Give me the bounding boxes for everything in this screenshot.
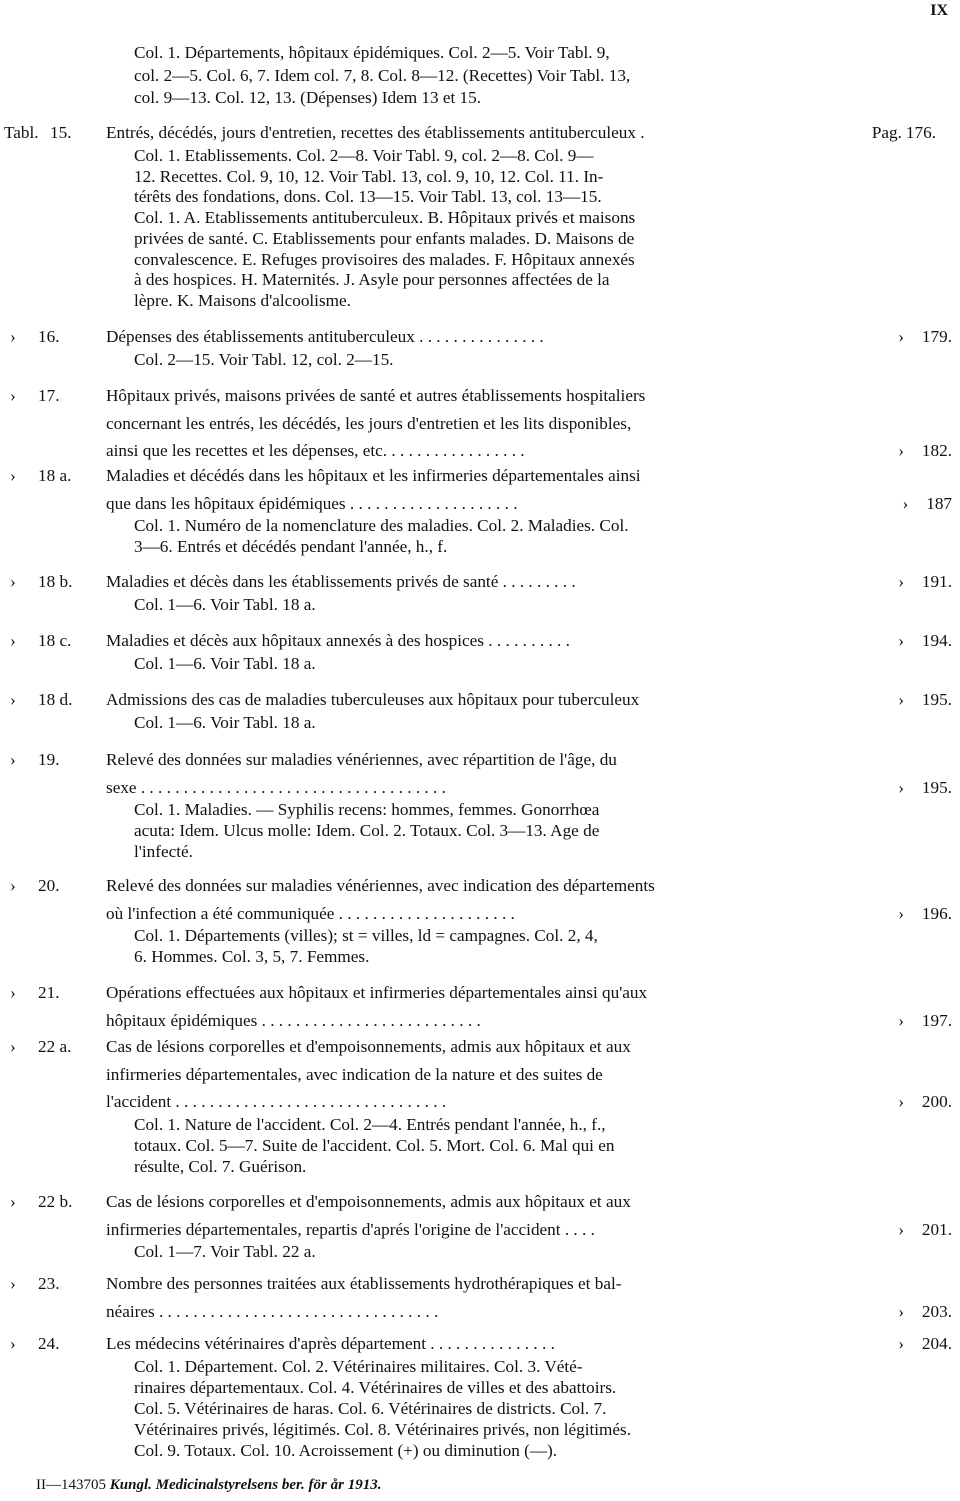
table-prefix: › <box>10 631 16 650</box>
title-line: Opérations effectuées aux hôpitaux et infirmeries départementales ainsi qu'aux <box>106 983 648 1002</box>
title-line: Dépenses des établissements antituberculeux . . . . . . . . . . . . . . . <box>106 327 544 346</box>
description-line: Col. 1. Numéro de la nomenclature des maladies. Col. 2. Maladies. Col. <box>134 516 629 535</box>
table-prefix: › <box>10 690 16 709</box>
page-prefix: › <box>898 1301 904 1321</box>
table-title <box>106 872 876 927</box>
page-reference <box>872 119 936 147</box>
table-prefix: › <box>10 327 16 346</box>
table-description <box>134 1114 868 1177</box>
table-number <box>10 686 100 714</box>
table-title <box>106 746 876 801</box>
description-line: privées de santé. C. Etablissements pour enfants malades. D. Maisons de <box>134 228 635 248</box>
title-line: Entrés, décédés, jours d'entretien, recettes des établissements antituberculeux . <box>106 123 645 142</box>
intro-line: col. 2—5. Col. 6, 7. Idem col. 7, 8. Col. 8—12. (Recettes) Voir Tabl. 13, <box>134 65 631 85</box>
title-line: Relevé des données sur maladies vénériennes, avec répartition de l'âge, du <box>106 750 617 769</box>
description-line: térêts des fondations, dons. Col. 13—15. Voir Tabl. 13, col. 13—15. <box>134 187 602 207</box>
description-line: rinaires départementaux. Col. 4. Vétérinaires de villes et des abattoirs. <box>134 1377 617 1397</box>
table-description <box>134 925 868 967</box>
table-title <box>106 1033 876 1116</box>
table-description <box>134 653 868 674</box>
title-line: Les médecins vétérinaires d'après département . . . . . . . . . . . . . . . <box>106 1334 555 1353</box>
page-value: 201. <box>921 1219 952 1239</box>
table-num-value: 18 b. <box>38 572 73 591</box>
description-line: acuta: Idem. Ulcus molle: Idem. Col. 2. Totaux. Col. 3—13. Age de <box>134 821 600 840</box>
page-reference <box>898 568 952 596</box>
table-num-value: 15. <box>50 123 72 142</box>
page-reference <box>898 1007 952 1035</box>
intro-paragraph <box>134 42 868 110</box>
page-prefix: › <box>898 1092 904 1111</box>
table-num-value: 18 d. <box>38 690 73 709</box>
table-number <box>10 746 100 774</box>
page-reference <box>898 774 952 802</box>
table-num-value: 22 a. <box>38 1037 72 1056</box>
page-reference <box>898 900 952 928</box>
title-line: Maladies et décédés dans les hôpitaux et les infirmeries départementales ainsi <box>106 466 641 485</box>
description-line: Col. 5. Vétérinaires de haras. Col. 6. Vétérinaires de districts. Col. 7. <box>134 1398 607 1418</box>
title-line: Admissions des cas de maladies tuberculeuses aux hôpitaux pour tuberculeux <box>106 690 640 709</box>
description-line: convalescence. E. Refuges provisoires des malades. F. Hôpitaux annexés <box>134 249 635 269</box>
page-prefix: Pag. <box>871 123 902 142</box>
footer <box>36 1474 381 1497</box>
table-number <box>10 568 100 596</box>
page-prefix: › <box>898 777 904 797</box>
title-line: Nombre des personnes traitées aux établissements hydrothérapiques et bal- <box>106 1274 622 1293</box>
table-description <box>134 146 868 312</box>
page-value: 196. <box>921 903 952 923</box>
description-line: lèpre. K. Maisons d'alcoolisme. <box>134 290 351 310</box>
page-value: 200. <box>921 1092 952 1111</box>
table-description <box>134 1356 868 1461</box>
description-line: Col. 1. Etablissements. Col. 2—8. Voir Tabl. 9, col. 2—8. Col. 9— <box>134 146 594 165</box>
table-number <box>10 1188 100 1216</box>
description-line: 12. Recettes. Col. 9, 10, 12. Voir Tabl. 13, col. 9, 10, 12. Col. 11. In- <box>134 166 604 186</box>
intro-line: col. 9—13. Col. 12, 13. (Dépenses) Idem 13 et 15. <box>134 88 482 107</box>
page-reference <box>898 627 952 655</box>
table-title <box>106 382 876 465</box>
table-prefix: › <box>10 876 16 895</box>
table-description <box>134 349 868 370</box>
table-num-value: 17. <box>38 386 60 405</box>
description-line: Col. 1—6. Voir Tabl. 18 a. <box>134 594 316 614</box>
table-num-value: 24. <box>38 1334 60 1353</box>
title-line: où l'infection a été communiquée . . . . . . . . . . . . . . . . . . . . . <box>106 903 515 923</box>
page-value: 187 <box>926 493 952 513</box>
page-value: 203. <box>921 1301 952 1321</box>
title-line: sexe . . . . . . . . . . . . . . . . . . . . . . . . . . . . . . . . . . . . <box>106 777 446 797</box>
title-line: Maladies et décès dans les établissements privés de santé . . . . . . . . . <box>106 572 576 591</box>
table-description <box>134 594 868 615</box>
table-number <box>10 1330 100 1358</box>
table-prefix: › <box>10 466 16 485</box>
page-number: IX <box>930 2 948 19</box>
page-reference <box>898 1088 952 1116</box>
description-line: 3—6. Entrés et décédés pendant l'année, h., f. <box>134 537 448 556</box>
intro-line: Col. 1. Départements, hôpitaux épidémiques. Col. 2—5. Voir Tabl. 9, <box>134 43 610 62</box>
page-prefix: › <box>898 572 904 591</box>
footer-title: Kungl. Medicinalstyrelsens ber. för år 1913. <box>109 1477 382 1493</box>
page-prefix: › <box>898 441 904 460</box>
table-prefix: › <box>10 1192 16 1211</box>
table-num-value: 19. <box>38 750 60 769</box>
description-line: à des hospices. H. Maternités. J. Asyle pour personnes affectées de la <box>134 270 610 290</box>
table-num-value: 16. <box>38 327 60 346</box>
page-value: 195. <box>921 777 952 797</box>
description-line: l'infecté. <box>134 842 193 861</box>
table-number <box>10 382 100 410</box>
description-line: totaux. Col. 5—7. Suite de l'accident. Col. 5. Mort. Col. 6. Mal qui en <box>134 1135 615 1155</box>
table-number <box>10 1270 100 1298</box>
page-reference <box>898 1298 952 1326</box>
table-num-value: 20. <box>38 876 60 895</box>
table-number <box>10 979 100 1007</box>
page-value: 191. <box>921 572 952 591</box>
page-prefix: › <box>898 1010 904 1030</box>
table-num-value: 18 c. <box>38 631 72 650</box>
description-line: Col. 1. A. Etablissements antituberculeux. B. Hôpitaux privés et maisons <box>134 208 636 228</box>
table-title <box>106 979 876 1034</box>
title-line: Hôpitaux privés, maisons privées de santé et autres établissements hospitaliers <box>106 386 646 405</box>
page-prefix: › <box>898 631 904 650</box>
page-prefix: › <box>898 1334 904 1353</box>
description-line: Col. 1. Départements (villes); st = villes, ld = campagnes. Col. 2, 4, <box>134 926 598 945</box>
table-num-value: 23. <box>38 1274 60 1293</box>
page-reference <box>898 686 952 714</box>
table-title <box>106 323 876 351</box>
page-value: 194. <box>921 631 952 650</box>
description-line: Col. 9. Totaux. Col. 10. Acroissement (+) ou diminution (—). <box>134 1440 558 1460</box>
table-prefix: › <box>10 1274 16 1293</box>
description-line: Col. 1—7. Voir Tabl. 22 a. <box>134 1242 316 1261</box>
title-line: Relevé des données sur maladies vénériennes, avec indication des départements <box>106 876 655 895</box>
table-num-value: 22 b. <box>38 1192 73 1211</box>
table-title <box>106 686 876 714</box>
table-prefix: › <box>10 572 16 591</box>
table-prefix: › <box>10 750 16 769</box>
page-reference <box>898 437 952 465</box>
table-description <box>134 1241 868 1262</box>
title-line: hôpitaux épidémiques . . . . . . . . . . . . . . . . . . . . . . . . . . <box>106 1010 481 1030</box>
description-line: résulte, Col. 7. Guérison. <box>134 1156 307 1176</box>
table-number <box>10 872 100 900</box>
table-number <box>10 462 100 490</box>
title-line: Maladies et décès aux hôpitaux annexés à des hospices . . . . . . . . . . <box>106 631 570 650</box>
description-line: Col. 1. Maladies. — Syphilis recens: hommes, femmes. Gonorrhœa <box>134 800 600 819</box>
table-title <box>106 568 876 596</box>
page-value: 195. <box>921 690 952 709</box>
page-prefix: › <box>898 327 904 346</box>
description-line: Col. 2—15. Voir Tabl. 12, col. 2—15. <box>134 349 394 369</box>
page-prefix: › <box>902 493 909 513</box>
title-line: néaires . . . . . . . . . . . . . . . . . . . . . . . . . . . . . . . . . <box>106 1301 439 1321</box>
description-line: 6. Hommes. Col. 3, 5, 7. Femmes. <box>134 947 370 966</box>
description-line: Col. 1. Nature de l'accident. Col. 2—4. Entrés pendant l'année, h., f., <box>134 1114 606 1134</box>
table-number <box>4 119 94 147</box>
description-line: Vétérinaires privés, légitimés. Col. 8. Vétérinaires privés, non légitimés. <box>134 1419 632 1439</box>
page-prefix: › <box>898 903 904 923</box>
table-number <box>10 627 100 655</box>
page-reference <box>898 323 952 351</box>
table-prefix: › <box>10 1334 16 1353</box>
table-title <box>106 1330 876 1358</box>
table-title <box>106 462 876 517</box>
title-line: que dans les hôpitaux épidémiques . . . . . . . . . . . . . . . . . . . . <box>106 493 518 513</box>
description-line: Col. 1—6. Voir Tabl. 18 a. <box>134 653 316 673</box>
table-description <box>134 515 868 557</box>
description-line: Col. 1—6. Voir Tabl. 18 a. <box>134 712 316 732</box>
footer-code: II—143705 <box>36 1477 106 1493</box>
table-description <box>134 799 868 862</box>
table-title <box>106 1188 876 1243</box>
title-line: infirmeries départementales, avec indication de la nature et des suites de <box>106 1064 603 1084</box>
table-num-value: 18 a. <box>38 466 72 485</box>
title-line: Cas de lésions corporelles et d'empoisonnements, admis aux hôpitaux et aux <box>106 1192 631 1211</box>
page-reference <box>898 1216 952 1244</box>
table-title <box>106 119 876 147</box>
page-prefix: › <box>898 690 904 709</box>
table-title <box>106 627 876 655</box>
table-title <box>106 1270 876 1325</box>
page-reference <box>898 1330 952 1358</box>
page-value: 197. <box>921 1010 952 1030</box>
table-prefix: › <box>10 983 16 1002</box>
table-number <box>10 323 100 351</box>
table-prefix: › <box>10 1037 16 1056</box>
title-line: Cas de lésions corporelles et d'empoisonnements, admis aux hôpitaux et aux <box>106 1037 631 1056</box>
table-prefix: Tabl. <box>4 123 39 142</box>
title-line: ainsi que les recettes et les dépenses, etc. . . . . . . . . . . . . . . . . <box>106 441 525 460</box>
page-value: 176. <box>905 123 936 142</box>
table-num-value: 21. <box>38 983 60 1002</box>
title-line: concernant les entrés, les décédés, les jours d'entretien et les lits disponibles, <box>106 413 632 433</box>
table-description <box>134 712 868 733</box>
page-prefix: › <box>898 1219 904 1239</box>
table-number <box>10 1033 100 1061</box>
table-prefix: › <box>10 386 16 405</box>
page-reference <box>902 490 952 518</box>
page-value: 182. <box>921 441 952 460</box>
description-line: Col. 1. Département. Col. 2. Vétérinaires militaires. Col. 3. Vété- <box>134 1356 583 1376</box>
title-line: l'accident . . . . . . . . . . . . . . . . . . . . . . . . . . . . . . . . <box>106 1092 447 1111</box>
title-line: infirmeries départementales, repartis d'aprés l'origine de l'accident . . . . <box>106 1219 595 1239</box>
page-value: 179. <box>921 327 952 346</box>
page-value: 204. <box>921 1334 952 1353</box>
